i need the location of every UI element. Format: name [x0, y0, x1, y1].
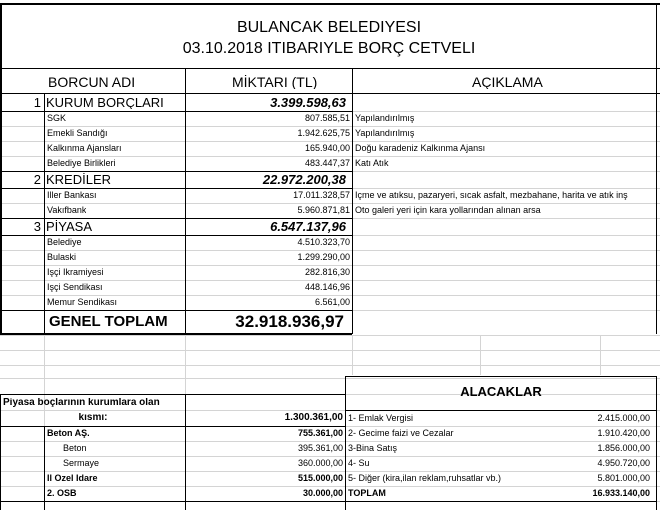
piyasa-amount: 1.300.361,00 — [284, 413, 343, 423]
receivables-total-label: TOPLAM — [348, 489, 386, 498]
item-name: İşçi İkramiyesi — [47, 268, 104, 277]
receivable-amount: 2.415.000,00 — [597, 414, 650, 423]
item-name: SGK — [47, 114, 67, 123]
group-title: PİYASA — [46, 220, 93, 233]
group-title: KREDİLER — [46, 173, 112, 186]
receivables-title: ALACAKLAR — [460, 385, 542, 398]
piyasa-row-amount: 515.000,00 — [297, 474, 343, 483]
item-name: Belediye Birlikleri — [47, 159, 116, 168]
item-description: Yapılandırılmış — [355, 114, 415, 123]
item-amount: 5.960.871,81 — [297, 206, 350, 215]
item-amount: 448.146,96 — [304, 283, 350, 292]
receivable-amount: 1.856.000,00 — [597, 444, 650, 453]
header-name: BORCUN ADI — [48, 75, 136, 89]
receivable-amount: 4.950.720,00 — [597, 459, 650, 468]
piyasa-row-name: Sermaye — [63, 459, 100, 468]
grand-total-value: 32.918.936,97 — [235, 313, 344, 330]
group-total: 3.399.598,63 — [270, 96, 346, 109]
item-name: İller Bankası — [47, 191, 97, 200]
item-amount: 1.299.290,00 — [297, 253, 350, 262]
piyasa-row-name: Beton — [63, 444, 87, 453]
grand-total-label: GENEL TOPLAM — [49, 314, 168, 329]
receivable-amount: 1.910.420,00 — [597, 429, 650, 438]
item-description: Doğu karadeniz Kalkınma Ajansı — [355, 144, 486, 153]
item-name: Kalkınma Ajansları — [47, 144, 122, 153]
item-description: İçme ve atıksu, pazaryeri, sıcak asfalt, mezbahane, harita ve atık inş — [355, 191, 628, 200]
receivable-name: 1- Emlak Vergisi — [348, 414, 414, 423]
item-description: Yapılandırılmış — [355, 129, 415, 138]
item-description: Oto galeri yeri için kara yollarından alınan arsa — [355, 206, 541, 215]
piyasa-label-2: kısmı: — [78, 413, 108, 423]
item-amount: 807.585,51 — [304, 114, 350, 123]
piyasa-label: Piyasa boçlarının kurumlara olan — [3, 398, 160, 408]
group-title: KURUM BORÇLARI — [46, 96, 164, 109]
item-amount: 6.561,00 — [314, 298, 350, 307]
item-name: Memur Sendikası — [47, 298, 118, 307]
item-amount: 17.011.328,57 — [293, 191, 350, 200]
item-amount: 282.816,30 — [304, 268, 350, 277]
piyasa-row-amount: 755.361,00 — [297, 429, 343, 438]
receivable-name: 3-Bina Satış — [348, 444, 398, 453]
group-total: 6.547.137,96 — [270, 220, 346, 233]
item-description: Katı Atık — [355, 159, 389, 168]
group-number: 1 — [33, 96, 41, 109]
item-amount: 4.510.323,70 — [297, 238, 350, 247]
document-subtitle: 03.10.2018 İTİBARİYLE BORÇ CETVELİ — [182, 41, 476, 57]
receivables-total-value: 16.933.140,00 — [592, 489, 650, 498]
piyasa-row-name: İl Özel İdare — [47, 474, 98, 483]
item-name: İşçi Sendikası — [47, 283, 103, 292]
piyasa-row-name: Beton AŞ. — [47, 429, 90, 438]
document-title: BULANCAK BELEDİYESİ — [236, 20, 422, 36]
item-name: Bulaski — [47, 253, 77, 262]
header-amount: MİKTARI (TL) — [232, 75, 318, 89]
receivable-amount: 5.801.000,00 — [597, 474, 650, 483]
item-name: Vakıfbank — [47, 206, 87, 215]
receivable-name: 2- Gecime faizi ve Cezalar — [348, 429, 454, 438]
piyasa-row-name: 2. OSB — [47, 489, 77, 498]
item-name: Emekli Sandığı — [47, 129, 108, 138]
receivable-name: 4- Su — [348, 459, 370, 468]
header-description: AÇIKLAMA — [472, 75, 543, 89]
group-number: 3 — [33, 220, 41, 233]
group-total: 22.972.200,38 — [262, 173, 346, 186]
group-number: 2 — [33, 173, 41, 186]
piyasa-row-amount: 395.361,00 — [297, 444, 343, 453]
piyasa-row-amount: 30.000,00 — [302, 489, 343, 498]
piyasa-row-amount: 360.000,00 — [297, 459, 343, 468]
item-name: Belediye — [47, 238, 82, 247]
receivable-name: 5- Diğer (kira,ilan reklam,ruhsatlar vb.) — [348, 474, 502, 483]
item-amount: 1.942.625,75 — [297, 129, 350, 138]
item-amount: 165.940,00 — [304, 144, 350, 153]
item-amount: 483.447,37 — [304, 159, 350, 168]
